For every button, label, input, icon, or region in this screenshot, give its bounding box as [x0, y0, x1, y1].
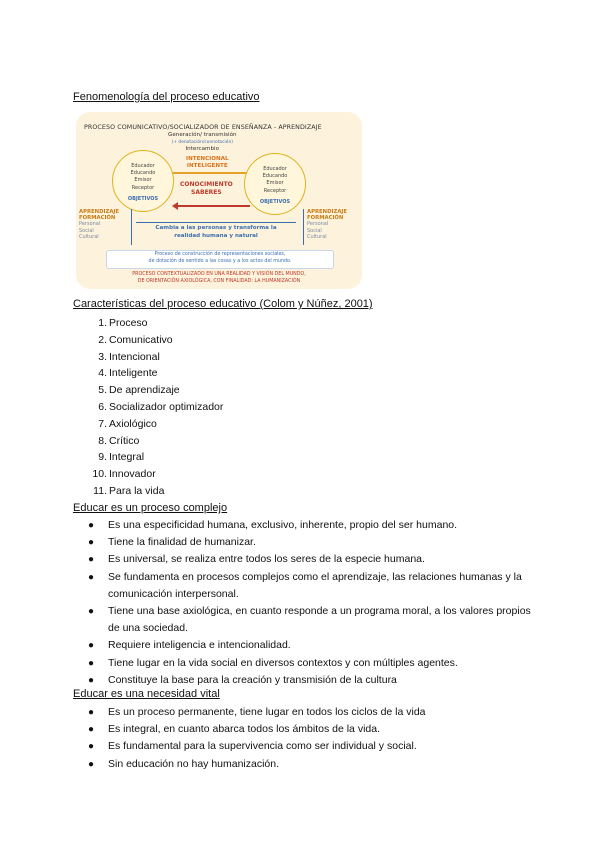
caracteristicas-citation: (Colom y Núñez, 2001) — [259, 298, 373, 310]
characteristic-item — [73, 466, 533, 483]
bullet-text: Tiene lugar en la vida social en diversos contextos y con múltiples agentes. — [108, 656, 458, 669]
characteristic-text: Intencional — [109, 350, 160, 363]
characteristic-item — [73, 315, 533, 332]
bullet-icon: ● — [88, 741, 95, 753]
right-side-item: Social — [307, 227, 322, 234]
left-side-item: Personal — [79, 221, 101, 228]
bullet-icon: ● — [88, 537, 95, 549]
right-circle-item: Receptor — [263, 187, 287, 194]
characteristic-item — [73, 449, 533, 466]
bullet-text: Constituye la base para la creación y transmisión de la cultura — [108, 673, 397, 686]
characteristic-item — [73, 332, 533, 349]
left-circle-objetivos: OBJETIVOS — [127, 196, 159, 202]
section-title-fenomenologia: Fenomenología del proceso educativo — [73, 91, 260, 103]
right-circle-item: Emisor — [266, 180, 284, 187]
cambia-line: Cambia a las personas y transforma la — [155, 225, 277, 231]
characteristic-item — [73, 433, 533, 450]
bullet-item — [73, 569, 543, 603]
section-title-necesidad: Educar es una necesidad vital — [73, 688, 220, 700]
bullet-item — [73, 637, 543, 654]
characteristic-text: Socializador optimizador — [109, 400, 224, 413]
characteristic-text: Inteligente — [109, 367, 158, 380]
characteristic-text: Para la vida — [109, 484, 165, 497]
characteristic-item — [73, 382, 533, 399]
bullet-icon: ● — [88, 606, 95, 618]
bullet-text: Es universal, se realiza entre todos los seres de la especie humana. — [108, 553, 425, 566]
bullet-item — [73, 551, 543, 568]
characteristic-item — [73, 365, 533, 382]
right-side-head: APRENDIZAJE — [307, 209, 348, 215]
characteristics-list — [73, 315, 533, 500]
construccion-line: Proceso de construcción de representaciones sociales, — [154, 252, 286, 257]
contexto-line: PROCESO CONTEXTUALIZADO EN UNA REALIDAD Y VISIÓN DEL MUNDO, — [132, 272, 306, 277]
right-side-item: Cultural — [307, 233, 327, 240]
construccion-box — [106, 250, 334, 269]
characteristic-text: De aprendizaje — [109, 384, 180, 397]
left-circle — [112, 150, 174, 212]
arrow-left-icon — [176, 205, 250, 207]
list-number: 6. — [98, 400, 107, 413]
characteristic-text: Crítico — [109, 434, 140, 447]
right-circle-lines — [245, 166, 305, 195]
diagram-intencional — [186, 156, 229, 170]
right-circle-item: Educador — [263, 166, 287, 172]
characteristic-item — [73, 399, 533, 416]
cambia-box — [136, 222, 296, 249]
left-circle-item: Educador — [131, 163, 155, 169]
bullet-text: Sin educación no hay humanización. — [108, 757, 280, 770]
generacion-sub-label: (+ denotación/connotación) — [171, 140, 233, 145]
right-side-item: Personal — [307, 221, 329, 228]
bullet-item — [73, 534, 543, 551]
diagram-conocimiento — [180, 181, 233, 196]
bullet-text: Es fundamental para la supervivencia como ser individual y social. — [108, 740, 417, 753]
characteristic-text: Axiológico — [109, 417, 157, 430]
bullet-text: Es una especificidad humana, exclusivo, inherente, propio del ser humano. — [108, 519, 458, 531]
right-side-head: FORMACIÓN — [307, 215, 344, 222]
bullet-item — [73, 672, 543, 689]
educational-process-diagram — [76, 112, 362, 289]
left-side-head: FORMACIÓN — [79, 215, 116, 222]
bullet-icon: ● — [88, 520, 95, 531]
right-aprendizaje-box — [303, 209, 359, 245]
saberes-label: SABERES — [191, 188, 222, 196]
characteristic-text: Integral — [109, 451, 145, 464]
characteristic-item — [73, 349, 533, 366]
list-number: 4. — [98, 367, 107, 380]
right-circle — [244, 153, 306, 215]
inteligente-label: INTELIGENTE — [186, 163, 228, 169]
contexto-text — [96, 271, 342, 285]
conocimiento-label: CONOCIMIENTO — [180, 181, 233, 188]
diagram-generacion — [168, 132, 237, 153]
left-circle-item: Receptor — [131, 184, 155, 191]
vital-list — [73, 704, 543, 773]
bullet-item — [73, 603, 543, 637]
left-side-item: Cultural — [79, 233, 99, 240]
left-circle-item: Emisor — [134, 177, 152, 184]
bullet-icon: ● — [88, 554, 95, 566]
cambia-line: realidad humana y natural — [174, 232, 258, 239]
right-circle-item: Educando — [262, 173, 288, 180]
bullet-icon: ● — [88, 674, 95, 686]
generacion-label: Generación/ transmisión — [168, 132, 237, 138]
section-title-complejo: Educar es un proceso complejo — [73, 502, 228, 514]
bullet-text: Es integral, en cuanto abarca todos los ámbitos de la vida. — [108, 723, 380, 736]
contexto-line: DE ORIENTACIÓN AXIOLÓGICA, CON FINALIDAD: LA HUMANIZACIÓN — [137, 279, 301, 284]
bullet-icon: ● — [88, 724, 95, 736]
left-circle-item: Educando — [130, 170, 156, 177]
characteristic-item — [73, 416, 533, 433]
bullet-text: Es un proceso permanente, tiene lugar en todos los ciclos de la vida — [108, 706, 426, 718]
bullet-icon: ● — [88, 758, 95, 770]
characteristic-text: Innovador — [109, 468, 156, 481]
characteristic-text: Proceso — [109, 317, 148, 329]
bullet-item — [73, 517, 543, 534]
bullet-text: Requiere inteligencia e intencionalidad. — [108, 639, 291, 652]
bullet-item — [73, 738, 543, 755]
bullet-text: Tiene la finalidad de humanizar. — [108, 536, 256, 549]
left-circle-lines — [113, 163, 173, 192]
bullet-icon: ● — [88, 657, 95, 669]
intercambio-label: Intercambio — [185, 146, 220, 152]
complex-list — [73, 517, 543, 689]
bullet-item — [73, 655, 543, 672]
bullet-item — [73, 756, 543, 773]
left-aprendizaje-box — [79, 209, 132, 245]
bullet-text: Tiene una base axiológica, en cuanto responde a un programa moral, a los valores propios de una sociedad. — [108, 605, 531, 635]
list-number: 2. — [98, 333, 107, 346]
caracteristicas-title-text: Características del proceso educativo — [73, 298, 260, 310]
section-title-caracteristicas — [73, 298, 373, 310]
list-number: 5. — [98, 384, 107, 397]
intencional-label: INTENCIONAL — [186, 156, 229, 162]
construccion-line: de dotación de sentido a las cosas y a los actos del mundo. — [148, 259, 292, 264]
list-number: 11. — [93, 484, 107, 497]
bullet-text: Se fundamenta en procesos complejos como el aprendizaje, las relaciones humanas y la comunicación interpersonal. — [108, 570, 522, 600]
bullet-icon: ● — [88, 640, 95, 652]
diagram-title: PROCESO COMUNICATIVO/SOCIALIZADOR DE ENSEÑANZA - APRENDIZAJE — [84, 124, 322, 131]
list-number: 3. — [98, 350, 107, 363]
list-number: 10. — [92, 468, 107, 481]
bullet-icon: ● — [88, 707, 95, 718]
right-circle-objetivos: OBJETIVOS — [259, 199, 291, 205]
bullet-item — [73, 721, 543, 738]
bullet-icon: ● — [88, 571, 95, 583]
bullet-item — [73, 704, 543, 721]
list-number: 8. — [98, 434, 107, 447]
characteristic-text: Comunicativo — [109, 333, 173, 346]
list-number: 9. — [98, 451, 107, 464]
arrow-right-icon — [173, 172, 251, 174]
list-number: 1. — [98, 317, 107, 329]
list-number: 7. — [98, 417, 107, 430]
left-side-item: Social — [79, 227, 94, 234]
characteristic-item — [73, 483, 533, 500]
left-side-head: APRENDIZAJE — [79, 209, 120, 215]
